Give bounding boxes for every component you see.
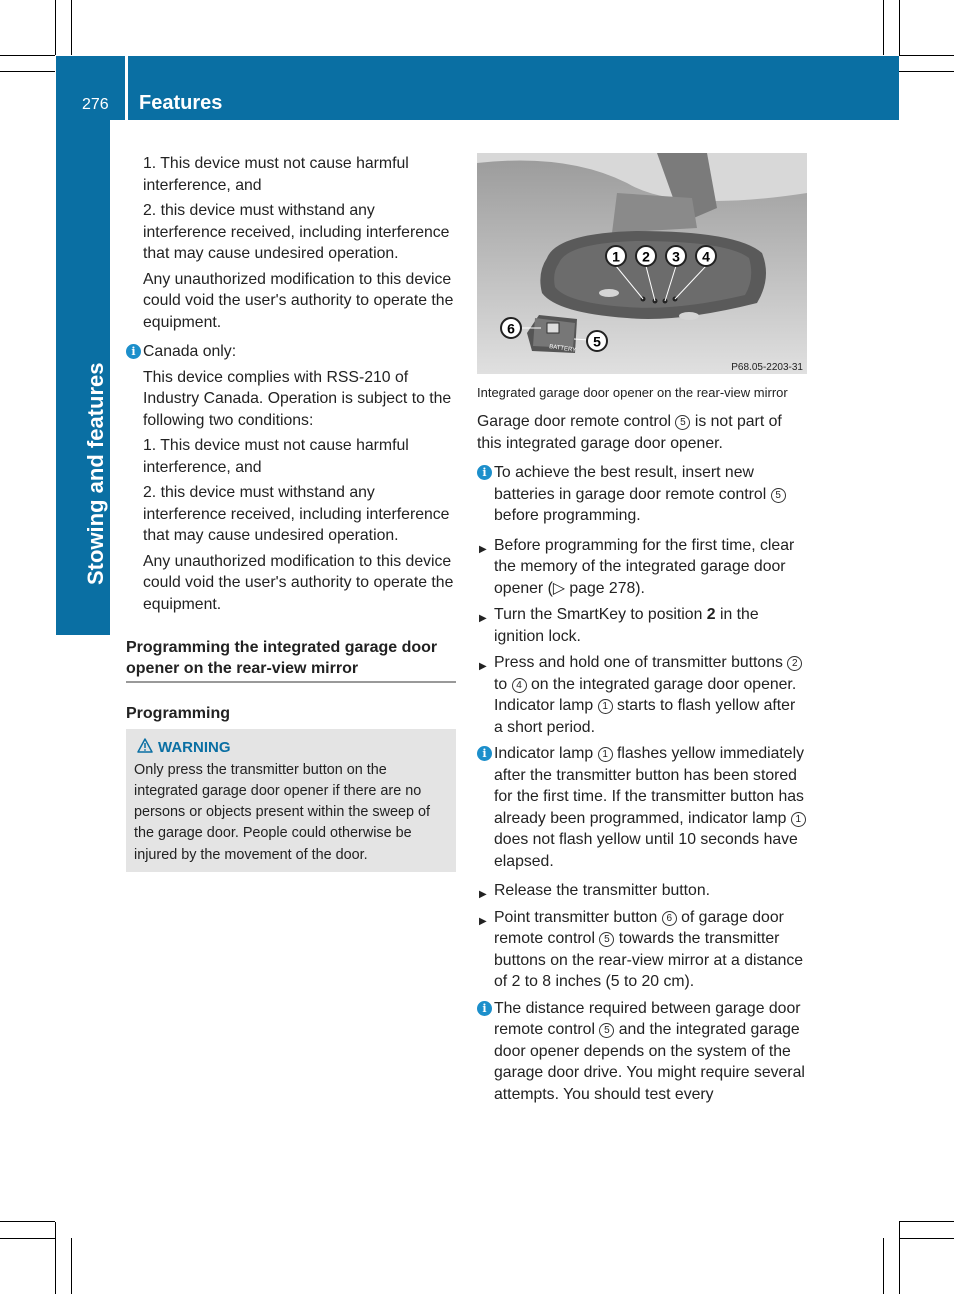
- page-number: 276: [82, 96, 109, 113]
- step-arrow-icon: ▶: [479, 915, 487, 927]
- crop-mark: [899, 0, 900, 55]
- info-icon: i: [126, 344, 141, 359]
- callout-5: [587, 331, 607, 351]
- warning-label: WARNING: [158, 738, 231, 756]
- chapter-label: Stowing and features: [83, 362, 108, 585]
- section-title: Programming the integrated garage door opener on the rear-view mirror: [126, 639, 438, 677]
- figure-code: P68.05-2203-31: [731, 362, 803, 373]
- paragraph: 1. This device must not cause harmful interference, and: [143, 437, 409, 476]
- crop-mark: [899, 55, 954, 56]
- crop-mark: [55, 0, 56, 55]
- svg-text:6: 6: [507, 320, 515, 337]
- paragraph: Any unauthorized modification to this device could void the user's authority to operate the equipment.: [143, 270, 454, 331]
- paragraph: 2. this device must withstand any interference received, including interference that may cause undesired operation.: [143, 202, 450, 262]
- instruction-step: ▶ Point transmitter button 6 of garage door remote control 5 towards the transmitter buttons on the rear-view mirror at a distance of 2 to 8 inches (5 to 20 cm).: [479, 908, 804, 990]
- mirror-illustration: [477, 153, 807, 374]
- crop-mark: [883, 1238, 884, 1294]
- instruction-step: ▶ Turn the SmartKey to position 2 in the ignition lock.: [479, 606, 759, 645]
- callout-2: [636, 246, 656, 266]
- svg-text:4: 4: [702, 248, 710, 265]
- instruction-step: ▶ Release the transmitter button.: [477, 880, 807, 902]
- figure-caption: Integrated garage door opener on the rear-view mirror: [477, 385, 788, 400]
- step-arrow-icon: ▶: [479, 889, 487, 900]
- info-note: i The distance required between garage door remote control 5 and the integrated garage door opener depends on the system of the garage door drive. You might require several attempts. You should test every: [477, 998, 807, 1106]
- section-heading: [126, 637, 456, 683]
- paragraph: This device complies with RSS-210 of Industry Canada. Operation is subject to the following two conditions:: [143, 368, 452, 429]
- callout-1: [606, 246, 626, 266]
- svg-text:5: 5: [593, 333, 601, 350]
- callout-6: [501, 318, 521, 338]
- paragraph: Any unauthorized modification to this device could void the user's authority to operate the equipment.: [143, 552, 454, 613]
- callout-3: [666, 246, 686, 266]
- crop-mark: [899, 71, 954, 72]
- info-text: Canada only:: [143, 343, 237, 360]
- callout-4: [696, 246, 716, 266]
- instruction-step: ▶ Before programming for the first time, clear the memory of the integrated garage door opener (▷ page 278).: [479, 536, 795, 597]
- step-arrow-icon: ▶: [479, 661, 487, 672]
- warning-box: [126, 729, 456, 872]
- crop-mark: [0, 1221, 55, 1222]
- page-title: Features: [139, 92, 223, 114]
- warning-triangle-icon: [137, 738, 153, 753]
- step-arrow-icon: ▶: [479, 543, 487, 555]
- crop-mark: [71, 0, 72, 55]
- warning-text: Only press the transmitter button on the integrated garage door opener if there are no persons or objects present within the sweep of the garage door. People could otherwise be injured by the movement of the door.: [134, 761, 430, 863]
- svg-text:1: 1: [612, 248, 620, 265]
- instruction-step: ▶ Press and hold one of transmitter buttons 2 to 4 on the integrated garage door opener. Indicator lamp 1 starts to flash yellow after a short period.: [477, 652, 807, 738]
- step-arrow-icon: ▶: [479, 613, 487, 624]
- crop-mark: [55, 1222, 56, 1294]
- svg-text:3: 3: [672, 248, 680, 265]
- warning-title: [134, 737, 449, 758]
- info-icon: i: [477, 1001, 492, 1016]
- crop-mark: [899, 1222, 900, 1294]
- info-icon: i: [477, 465, 492, 480]
- crop-mark: [883, 0, 884, 55]
- svg-text:2: 2: [642, 248, 650, 265]
- svg-text:BATTERY: BATTERY: [548, 344, 577, 354]
- mirror-drawing: [477, 153, 807, 374]
- crop-mark: [899, 1238, 954, 1239]
- crop-mark: [0, 71, 55, 72]
- crop-mark: [0, 1238, 55, 1239]
- info-note: i Indicator lamp 1 flashes yellow immediately after the transmitter button has been stored for the first time. If the transmitter button has already been programmed, indicator lamp 1 does not flash yellow until 10 seconds have elapsed.: [477, 743, 807, 872]
- paragraph: 2. this device must withstand any interference received, including interference that may cause undesired operation.: [143, 484, 450, 544]
- paragraph: Garage door remote control 5 is not part of this integrated garage door opener.: [477, 413, 782, 452]
- crop-mark: [71, 1238, 72, 1294]
- crop-mark: [899, 1221, 954, 1222]
- header-divider: [125, 56, 128, 120]
- info-note: [126, 341, 456, 363]
- paragraph: 1. This device must not cause harmful interference, and: [143, 155, 409, 194]
- crop-mark: [0, 55, 55, 56]
- info-icon: i: [477, 746, 492, 761]
- page-header: [56, 56, 899, 120]
- left-column: [126, 153, 456, 872]
- chapter-tab: [56, 120, 110, 635]
- info-note: i To achieve the best result, insert new batteries in garage door remote control 5 before programming.: [477, 462, 807, 527]
- subheading: Programming: [126, 705, 231, 722]
- right-column: [477, 153, 807, 1105]
